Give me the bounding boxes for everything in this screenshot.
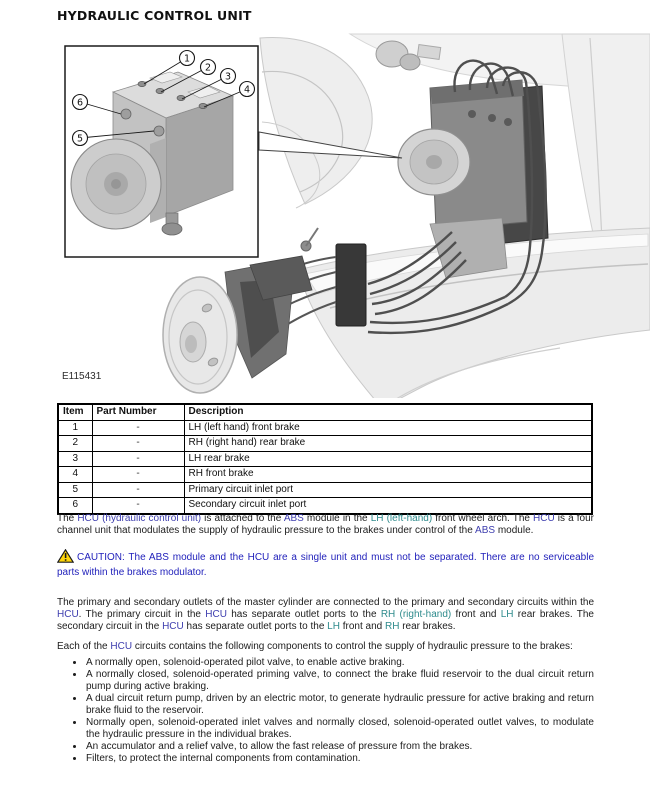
list-item: • Filters, to protect the internal components from contamination. bbox=[85, 753, 594, 765]
cell-part-number: - bbox=[92, 420, 184, 436]
text: has separate outlet ports to the bbox=[226, 609, 381, 620]
text: is a four channel unit that modulates the supply of hydraulic pressure to the brakes under control of the bbox=[57, 513, 594, 536]
figure bbox=[0, 32, 650, 398]
table-row bbox=[58, 498, 592, 514]
link-hcu[interactable]: HCU bbox=[533, 513, 555, 524]
table-row bbox=[58, 451, 592, 467]
text: . The primary circuit in the bbox=[78, 609, 206, 620]
components-lead-paragraph bbox=[57, 641, 594, 653]
cell-item: 3 bbox=[58, 451, 92, 467]
cell-part-number: - bbox=[92, 467, 184, 483]
caution-note bbox=[57, 549, 594, 579]
text: The bbox=[57, 513, 78, 524]
link-lh[interactable]: LH bbox=[327, 621, 340, 632]
caution-text: CAUTION: The ABS module and the HCU are a single unit and must not be separated. There are no serviceable parts within the brakes modulator. bbox=[57, 552, 594, 578]
text: front and bbox=[451, 609, 501, 620]
callout-2: 2 bbox=[204, 62, 212, 74]
callout-5: 5 bbox=[76, 133, 84, 145]
cell-description: LH (left hand) front brake bbox=[184, 420, 592, 436]
callout-6: 6 bbox=[76, 97, 84, 109]
inset-box bbox=[65, 46, 258, 257]
link-rh[interactable]: RH bbox=[385, 621, 400, 632]
cell-part-number: - bbox=[92, 451, 184, 467]
text: Each of the bbox=[57, 641, 111, 652]
link-hcu[interactable]: HCU bbox=[110, 641, 133, 652]
cell-item: 4 bbox=[58, 467, 92, 483]
image-code-label: E115431 bbox=[62, 371, 102, 382]
link-hcu[interactable]: HCU (hydraulic control unit) bbox=[77, 513, 202, 524]
col-header-part-number: Part Number bbox=[92, 404, 184, 420]
cell-description: Primary circuit inlet port bbox=[184, 482, 592, 498]
cell-item: 5 bbox=[58, 482, 92, 498]
link-hcu[interactable]: HCU bbox=[205, 609, 227, 620]
intro-paragraph bbox=[57, 513, 594, 537]
cell-item: 2 bbox=[58, 436, 92, 452]
parts-table bbox=[57, 403, 593, 515]
cell-part-number: - bbox=[92, 498, 184, 514]
cell-item: 1 bbox=[58, 420, 92, 436]
cell-description: RH front brake bbox=[184, 467, 592, 483]
warning-triangle-icon bbox=[57, 549, 74, 567]
list-item: • A normally open, solenoid-operated pilot valve, to enable active braking. bbox=[85, 657, 594, 669]
cell-part-number: - bbox=[92, 482, 184, 498]
link-hcu[interactable]: HCU bbox=[162, 621, 184, 632]
circuits-paragraph bbox=[57, 597, 594, 633]
col-header-item: Item bbox=[58, 404, 92, 420]
table-row bbox=[58, 436, 592, 452]
callout-1: 1 bbox=[183, 53, 191, 65]
table-row bbox=[58, 467, 592, 483]
text: circuits contains the following components to control the supply of hydraulic pressure to the brakes: bbox=[132, 641, 573, 652]
link-abs[interactable]: ABS bbox=[475, 525, 496, 536]
text: The primary and secondary outlets of the master cylinder are connected to the primary and secondary circuits within the bbox=[57, 597, 594, 608]
text: has separate outlet ports to the bbox=[183, 621, 328, 632]
link-hcu[interactable]: HCU bbox=[57, 609, 79, 620]
list-item: • An accumulator and a relief valve, to allow the fast release of pressure from the brakes. bbox=[85, 741, 594, 753]
table-row bbox=[58, 482, 592, 498]
cell-description: Secondary circuit inlet port bbox=[184, 498, 592, 514]
list-item: • A normally closed, solenoid-operated priming valve, to connect the brake fluid reservoir to the dual circuit return pump during active braking. bbox=[85, 669, 594, 693]
text: rear brakes. The secondary circuit in the bbox=[57, 609, 594, 632]
table-header-row bbox=[58, 404, 592, 420]
cell-part-number: - bbox=[92, 436, 184, 452]
link-abs[interactable]: ABS bbox=[283, 513, 304, 524]
hcu-illustration bbox=[0, 32, 650, 398]
text: module in the bbox=[303, 513, 371, 524]
link-rh[interactable]: RH (right-hand) bbox=[380, 609, 452, 620]
col-header-description: Description bbox=[184, 404, 592, 420]
list-item: • Normally open, solenoid-operated inlet valves and normally closed, solenoid-operated outlet valves, to modulate the hydraulic pressure in the individual brakes. bbox=[85, 717, 594, 741]
text: rear brakes. bbox=[399, 621, 456, 632]
text: module. bbox=[495, 525, 534, 536]
page-title: HYDRAULIC CONTROL UNIT bbox=[57, 8, 252, 23]
text: is attached to the bbox=[201, 513, 284, 524]
text: front and bbox=[339, 621, 385, 632]
link-lh[interactable]: LH (left-hand) bbox=[370, 513, 433, 524]
callout-4: 4 bbox=[243, 84, 251, 96]
list-item: • A dual circuit return pump, driven by an electric motor, to generate hydraulic pressure for active braking and return brake fluid to the reservoir. bbox=[85, 693, 594, 717]
text: front wheel arch. The bbox=[432, 513, 534, 524]
link-lh[interactable]: LH bbox=[500, 609, 514, 620]
cell-description: RH (right hand) rear brake bbox=[184, 436, 592, 452]
components-list bbox=[57, 657, 594, 765]
callout-3: 3 bbox=[224, 71, 232, 83]
cell-description: LH rear brake bbox=[184, 451, 592, 467]
table-row bbox=[58, 420, 592, 436]
cell-item: 6 bbox=[58, 498, 92, 514]
